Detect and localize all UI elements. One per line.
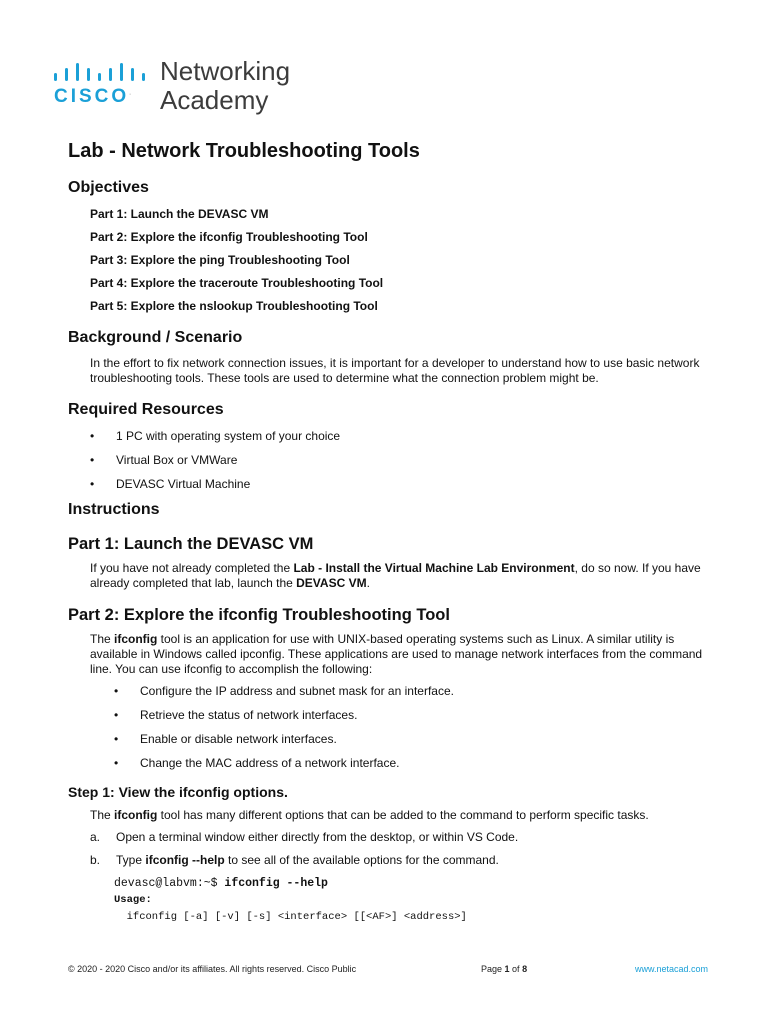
logo-networking: Networking — [160, 56, 291, 86]
cisco-wordmark: CISCO. — [54, 86, 131, 107]
cisco-networking-academy-logo — [52, 56, 312, 118]
list-item: • Retrieve the status of network interfaces. — [114, 707, 708, 723]
list-item: a. Open a terminal window either directly from the desktop, or within VS Code. — [90, 830, 519, 844]
cisco-bars-icon — [52, 62, 152, 84]
objective-item: Part 3: Explore the ping Troubleshooting Tool — [90, 253, 350, 267]
part2-heading: Part 2: Explore the ifconfig Troubleshooting Tool — [68, 606, 450, 624]
part1-heading: Part 1: Launch the DEVASC VM — [68, 535, 314, 553]
copyright-text: © 2020 - 2020 Cisco and/or its affiliates. All rights reserved. Cisco Public — [68, 964, 357, 974]
objective-item: Part 2: Explore the ifconfig Troubleshooting Tool — [90, 230, 368, 244]
list-item: • Change the MAC address of a network interface. — [114, 755, 708, 771]
objectives-heading: Objectives — [68, 179, 149, 196]
list-item: • DEVASC Virtual Machine — [90, 476, 708, 492]
list-item: • Enable or disable network interfaces. — [114, 731, 708, 747]
website-link[interactable]: www.netacad.com — [634, 964, 708, 974]
step1-list — [90, 829, 708, 868]
part1-text: If you have not already completed the Lab - Install the Virtual Machine Lab Environment, do so now. If you have already completed that lab, launch the DEVASC VM. — [90, 561, 701, 590]
step1-text: The ifconfig tool has many different options that can be added to the command to perform specific tasks. — [90, 808, 649, 822]
objective-item: Part 4: Explore the traceroute Troubleshooting Tool — [90, 276, 384, 290]
page-footer — [68, 964, 708, 978]
page-title: Lab - Network Troubleshooting Tools — [68, 140, 420, 162]
objective-item: Part 1: Launch the DEVASC VM — [90, 207, 269, 221]
list-item: • Configure the IP address and subnet mask for an interface. — [114, 683, 708, 699]
part2-text: The ifconfig tool is an application for use with UNIX-based operating systems such as Linux. A similar utility is available in Windows called ipconfig. These applications are used to manage network interfaces from the command line. You can use ifconfig to accomplish the following: — [90, 632, 703, 676]
background-text: In the effort to fix network connection issues, it is important for a developer to understand how to use basic network troubleshooting tools. These tools are used to determine what the connection problem might be. — [90, 356, 700, 385]
resources-list — [90, 428, 708, 492]
resources-heading: Required Resources — [68, 401, 224, 418]
instructions-heading: Instructions — [68, 501, 160, 518]
page-number: Page 1 of 8 — [481, 964, 528, 974]
list-item: b. Type ifconfig --help to see all of the available options for the command. — [90, 853, 499, 867]
background-heading: Background / Scenario — [68, 329, 243, 346]
document-body — [68, 138, 708, 926]
usage-line: ifconfig [-a] [-v] [-s] <interface> [[<AF>] <address>] — [114, 911, 467, 923]
list-item: • Virtual Box or VMWare — [90, 452, 708, 468]
step1-heading: Step 1: View the ifconfig options. — [68, 784, 288, 800]
logo-academy: Academy — [160, 85, 269, 115]
list-item: • 1 PC with operating system of your choice — [90, 428, 708, 444]
usage-label: Usage: — [114, 894, 152, 906]
terminal-prompt: devasc@labvm:~$ ifconfig --help — [114, 877, 328, 890]
ifconfig-uses-list — [114, 683, 708, 771]
objective-item: Part 5: Explore the nslookup Troubleshooting Tool — [90, 299, 378, 313]
